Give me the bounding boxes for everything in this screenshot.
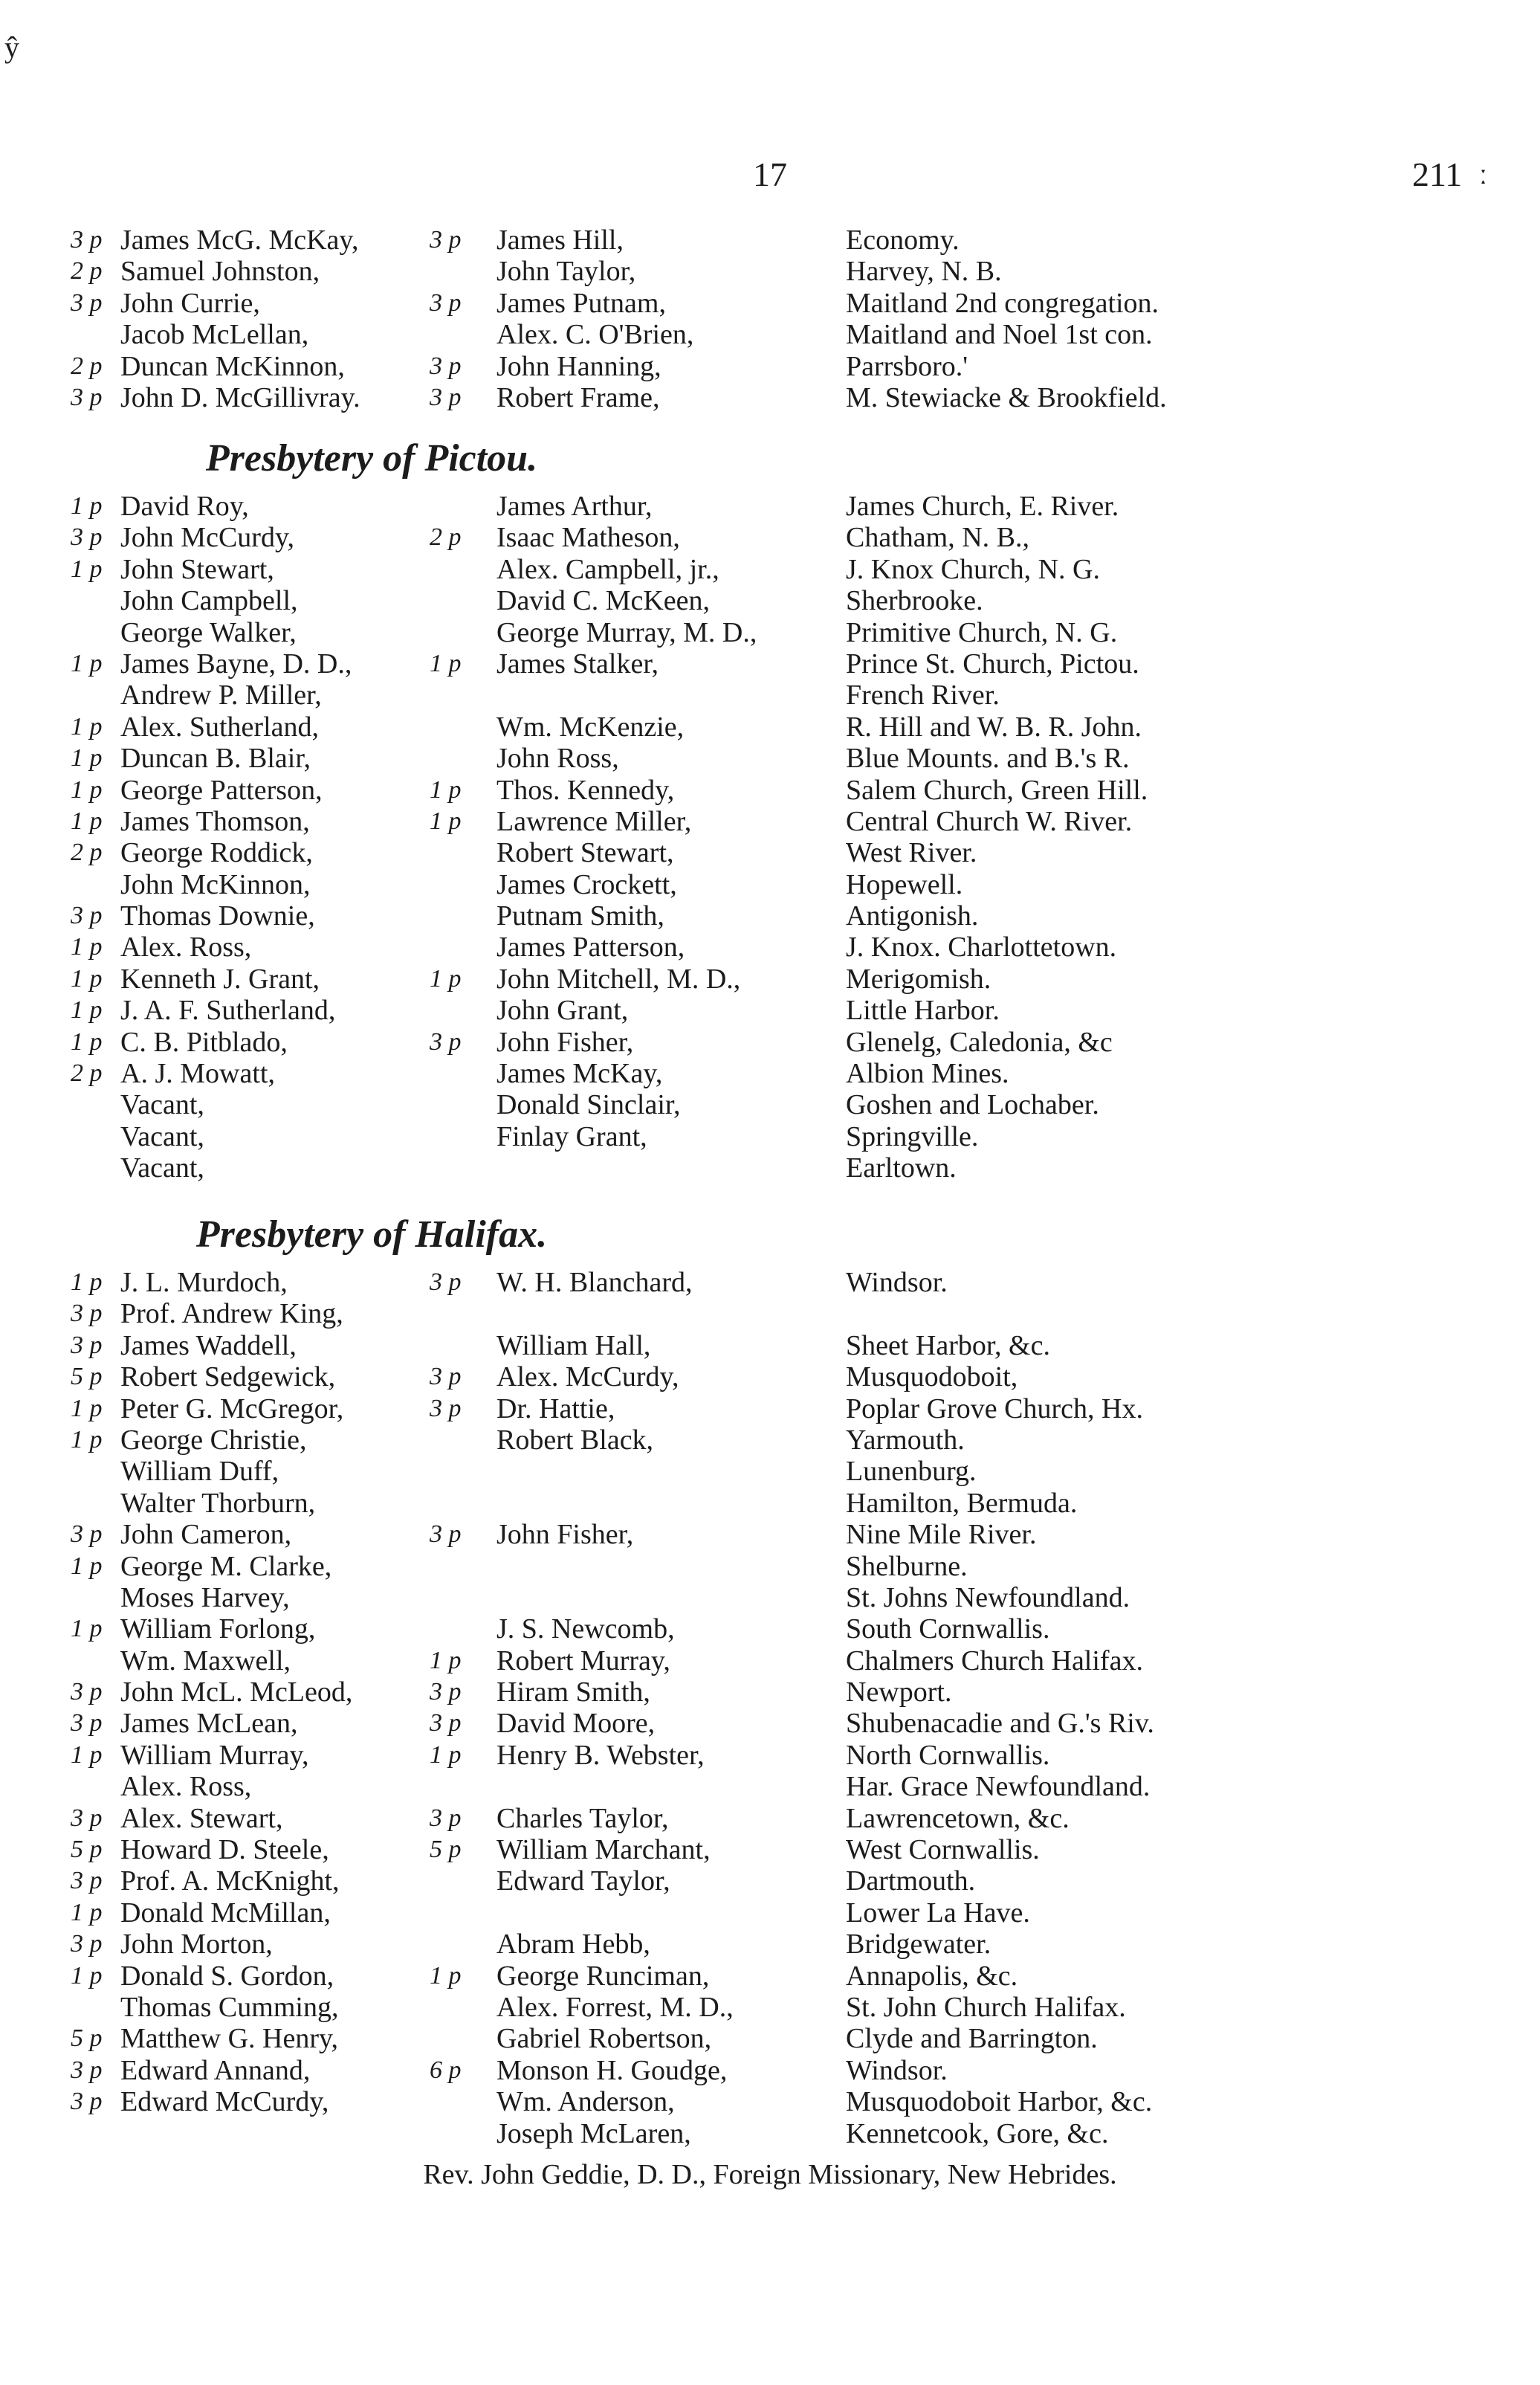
minister-name: James McLean,: [120, 1708, 298, 1740]
second-mark: 3 p: [430, 1027, 462, 1056]
list-row: [0, 900, 979, 932]
minister-name: Alex. Sutherland,: [120, 711, 320, 743]
list-row: [0, 1581, 1130, 1613]
second-name: Wm. McKenzie,: [496, 711, 685, 743]
second-name: J. S. Newcomb,: [496, 1613, 675, 1645]
minister-name: Andrew P. Miller,: [120, 680, 322, 711]
minister-mark: 3 p: [71, 902, 103, 930]
minister-mark: 2 p: [71, 257, 103, 285]
minister-mark: 1 p: [71, 1268, 103, 1296]
second-name: Alex. C. O'Brien,: [496, 319, 694, 351]
minister-mark: 1 p: [71, 1615, 103, 1643]
second-name: Putnam Smith,: [496, 900, 664, 932]
second-name: David Moore,: [496, 1708, 656, 1740]
congregation-place: Hopewell.: [846, 868, 963, 900]
minister-name: Donald McMillan,: [120, 1897, 331, 1929]
second-name: John Fisher,: [496, 1519, 634, 1551]
congregation-place: Antigonish.: [846, 900, 979, 932]
congregation-place: R. Hill and W. B. R. John.: [846, 711, 1142, 743]
minister-mark: 1 p: [71, 649, 103, 677]
minister-name: Peter G. McGregor,: [120, 1392, 344, 1424]
minister-mark: 1 p: [71, 1425, 103, 1453]
second-name: Robert Stewart,: [496, 837, 674, 869]
congregation-place: Lunenburg.: [846, 1456, 977, 1488]
list-row: [0, 1329, 1050, 1361]
congregations-list-top: [0, 225, 1167, 413]
list-row: [0, 1267, 948, 1298]
second-name: Donald Sinclair,: [496, 1089, 681, 1121]
list-row: [0, 1991, 1126, 2023]
list-row: [0, 381, 1167, 413]
minister-name: George M. Clarke,: [120, 1550, 332, 1582]
list-row: [0, 2086, 1153, 2118]
second-mark: 3 p: [430, 1678, 462, 1706]
second-mark: 3 p: [430, 1520, 462, 1549]
second-name: James Crockett,: [496, 868, 677, 900]
minister-name: Prof. A. McKnight,: [120, 1865, 340, 1897]
minister-mark: 1 p: [71, 492, 103, 520]
minister-name: Edward McCurdy,: [120, 2086, 329, 2118]
second-mark: 3 p: [430, 352, 462, 380]
minister-name: James Bayne, D. D.,: [120, 648, 352, 680]
second-name: Isaac Matheson,: [496, 522, 680, 554]
minister-name: Alex. Ross,: [120, 1771, 252, 1803]
minister-name: John McCurdy,: [120, 522, 294, 554]
second-name: Abram Hebb,: [496, 1929, 650, 1960]
presbytery-of-halifax: [0, 1203, 1154, 2149]
second-name: James Putnam,: [496, 287, 666, 319]
second-name: Robert Murray,: [496, 1645, 670, 1676]
minister-name: Matthew G. Henry,: [120, 2023, 339, 2055]
congregation-place: Maitland 2nd congregation.: [846, 287, 1159, 319]
second-name: W. H. Blanchard,: [496, 1267, 693, 1298]
second-mark: 3 p: [430, 383, 462, 411]
list-row: [0, 1739, 1050, 1771]
minister-name: John McL. McLeod,: [120, 1676, 353, 1708]
congregation-place: Har. Grace Newfoundland.: [846, 1771, 1151, 1803]
second-name: James Stalker,: [496, 648, 659, 680]
minister-mark: 5 p: [71, 1836, 103, 1864]
list-row: [0, 1519, 1037, 1551]
second-mark: 1 p: [430, 1740, 462, 1769]
minister-name: George Roddick,: [120, 837, 313, 869]
minister-name: Donald S. Gordon,: [120, 1960, 334, 1992]
congregation-place: Blue Mounts. and B.'s R.: [846, 743, 1130, 775]
second-mark: 3 p: [430, 1804, 462, 1832]
list-row: [0, 319, 1153, 351]
minister-name: Duncan McKinnon,: [120, 350, 345, 382]
folio-number: 211: [1412, 155, 1463, 193]
congregation-place: M. Stewiacke & Brookfield.: [846, 381, 1167, 413]
list-row: [0, 1550, 968, 1582]
second-name: James Patterson,: [496, 932, 685, 964]
congregation-place: West Cornwallis.: [846, 1834, 1040, 1866]
second-name: David C. McKeen,: [496, 585, 711, 617]
list-row: [0, 774, 1148, 806]
second-name: Charles Taylor,: [496, 1802, 669, 1834]
minister-name: James Thomson,: [120, 805, 310, 837]
list-row: [0, 1392, 1143, 1424]
congregation-place: Albion Mines.: [846, 1058, 1009, 1090]
minister-mark: 3 p: [71, 226, 103, 254]
minister-mark: 3 p: [71, 523, 103, 552]
congregation-place: Newport.: [846, 1676, 952, 1708]
list-row: [0, 648, 1139, 680]
minister-name: John Campbell,: [120, 585, 298, 617]
second-name: John Fisher,: [496, 1026, 634, 1058]
minister-name: Howard D. Steele,: [120, 1834, 329, 1866]
congregation-place: Economy.: [846, 225, 960, 256]
minister-mark: 3 p: [71, 1300, 103, 1328]
list-row: [0, 1089, 1099, 1121]
minister-name: Moses Harvey,: [120, 1581, 290, 1613]
minister-name: John Stewart,: [120, 553, 274, 585]
list-row: [0, 1771, 1151, 1803]
second-name: Hiram Smith,: [496, 1676, 650, 1708]
second-mark: 3 p: [430, 226, 462, 254]
minister-name: Thomas Downie,: [120, 900, 315, 932]
second-name: John Mitchell, M. D.,: [496, 963, 741, 995]
page-number: 17: [753, 155, 787, 193]
list-row: [0, 1708, 1154, 1740]
list-row: [0, 963, 991, 995]
congregation-place: Parrsboro.': [846, 350, 968, 382]
second-name: John Grant,: [496, 995, 629, 1027]
list-row: [0, 1424, 965, 1456]
minister-name: Samuel Johnston,: [120, 256, 320, 288]
second-name: Lawrence Miller,: [496, 805, 692, 837]
second-mark: 5 p: [430, 1836, 462, 1864]
minister-mark: 3 p: [71, 1804, 103, 1832]
minister-name: J. L. Murdoch,: [120, 1267, 288, 1298]
minister-mark: 1 p: [71, 712, 103, 740]
congregation-place: Merigomish.: [846, 963, 991, 995]
second-name: Dr. Hattie,: [496, 1392, 615, 1424]
minister-mark: 3 p: [71, 1930, 103, 1958]
second-name: Edward Taylor,: [496, 1865, 670, 1897]
second-name: Alex. McCurdy,: [496, 1361, 679, 1393]
second-name: Monson H. Goudge,: [496, 2054, 728, 2086]
second-name: George Murray, M. D.,: [496, 616, 757, 648]
minister-mark: 1 p: [71, 1394, 103, 1422]
second-name: Finlay Grant,: [496, 1120, 647, 1152]
minister-mark: 5 p: [71, 1363, 103, 1391]
list-row: [0, 1645, 1143, 1676]
congregation-place: James Church, E. River.: [846, 491, 1119, 522]
minister-mark: 3 p: [71, 1331, 103, 1359]
list-row: [0, 256, 1002, 288]
second-mark: 3 p: [430, 288, 462, 317]
list-row: [0, 350, 968, 382]
second-name: Alex. Campbell, jr.,: [496, 553, 719, 585]
minister-name: John Currie,: [120, 287, 260, 319]
minister-name: Alex. Stewart,: [120, 1802, 283, 1834]
congregation-place: Primitive Church, N. G.: [846, 616, 1118, 648]
list-row: [0, 1613, 1050, 1645]
minister-mark: 3 p: [71, 1520, 103, 1549]
minister-name: Alex. Ross,: [120, 932, 252, 964]
minister-mark: 1 p: [71, 775, 103, 804]
congregation-place: Harvey, N. B.: [846, 256, 1002, 288]
congregation-place: J. Knox. Charlottetown.: [846, 932, 1117, 964]
second-name: Robert Black,: [496, 1424, 654, 1456]
section-heading: Presbytery of Halifax.: [195, 1213, 548, 1256]
minister-name: John McKinnon,: [120, 868, 311, 900]
second-name: Thos. Kennedy,: [496, 774, 675, 806]
second-name: Henry B. Webster,: [496, 1739, 705, 1771]
list-row: [0, 225, 960, 256]
minister-name: A. J. Mowatt,: [120, 1058, 275, 1090]
congregation-place: Lawrencetown, &c.: [846, 1802, 1070, 1834]
minister-name: James Waddell,: [120, 1329, 297, 1361]
congregation-place: Sheet Harbor, &c.: [846, 1329, 1050, 1361]
minister-name: George Patterson,: [120, 774, 323, 806]
list-row: [0, 1152, 957, 1184]
minister-name: John D. McGillivray.: [120, 381, 360, 413]
list-row: [0, 1487, 1078, 1519]
minister-name: Thomas Cumming,: [120, 1991, 339, 2023]
list-row: [0, 1865, 976, 1897]
minister-name: Wm. Maxwell,: [120, 1645, 291, 1676]
list-row: [0, 553, 1100, 585]
congregation-place: Chalmers Church Halifax.: [846, 1645, 1143, 1676]
list-row: [0, 1802, 1070, 1834]
minister-name: James McG. McKay,: [120, 225, 359, 256]
list-row: [0, 1058, 1009, 1090]
minister-name: John Cameron,: [120, 1519, 292, 1551]
minister-mark: 2 p: [71, 352, 103, 380]
congregation-place: St. John Church Halifax.: [846, 1991, 1126, 2023]
second-name: Wm. Anderson,: [496, 2086, 675, 2118]
list-row: [0, 287, 1159, 319]
congregation-place: Little Harbor.: [846, 995, 1000, 1027]
second-name: John Taylor,: [496, 256, 636, 288]
congregation-place: Glenelg, Caledonia, &c: [846, 1026, 1113, 1058]
minister-name: William Murray,: [120, 1739, 309, 1771]
second-mark: 1 p: [430, 807, 462, 835]
congregation-place: Shubenacadie and G.'s Riv.: [846, 1708, 1154, 1740]
corner-mark: ŷ: [4, 30, 19, 64]
minister-mark: 1 p: [71, 1552, 103, 1580]
second-mark: 3 p: [430, 1394, 462, 1422]
congregation-place: Bridgewater.: [846, 1929, 991, 1960]
minister-mark: 1 p: [71, 555, 103, 583]
list-row: [0, 616, 1118, 648]
congregation-place: Kennetcook, Gore, &c.: [846, 2117, 1109, 2149]
congregation-place: Chatham, N. B.,: [846, 522, 1029, 554]
minister-name: George Walker,: [120, 616, 297, 648]
congregation-place: Dartmouth.: [846, 1865, 976, 1897]
list-row: [0, 711, 1142, 743]
second-mark: 1 p: [430, 1961, 462, 1989]
list-row: [0, 868, 963, 900]
minister-mark: 1 p: [71, 1898, 103, 1926]
list-row: [0, 995, 1000, 1027]
list-row: [0, 1676, 952, 1708]
congregation-place: Clyde and Barrington.: [846, 2023, 1098, 2055]
minister-mark: 1 p: [71, 964, 103, 993]
minister-name: David Roy,: [120, 491, 249, 522]
minister-mark: 1 p: [71, 807, 103, 835]
congregation-place: Central Church W. River.: [846, 805, 1133, 837]
list-row: [0, 1960, 1018, 1992]
list-row: [0, 1456, 977, 1488]
list-row: [0, 1026, 1113, 1058]
minister-mark: 3 p: [71, 383, 103, 411]
minister-mark: 3 p: [71, 1867, 103, 1895]
congregation-place: Goshen and Lochaber.: [846, 1089, 1099, 1121]
list-row: [0, 837, 977, 869]
congregation-place: Musquodoboit,: [846, 1361, 1018, 1393]
minister-mark: 1 p: [71, 933, 103, 961]
minister-name: William Duff,: [120, 1456, 279, 1488]
congregation-place: Windsor.: [846, 2054, 948, 2086]
list-row: [0, 805, 1133, 837]
second-name: Alex. Forrest, M. D.,: [496, 1991, 734, 2023]
second-mark: 6 p: [430, 2056, 462, 2084]
minister-name: Vacant,: [120, 1152, 204, 1184]
minister-name: Kenneth J. Grant,: [120, 963, 320, 995]
list-row: [0, 1120, 979, 1152]
congregation-place: Annapolis, &c.: [846, 1960, 1018, 1992]
foreign-missionary-note: Rev. John Geddie, D. D., Foreign Missionary, New Hebrides.: [423, 2159, 1117, 2190]
second-mark: 1 p: [430, 1646, 462, 1674]
congregation-place: North Cornwallis.: [846, 1739, 1050, 1771]
minister-name: John Morton,: [120, 1929, 273, 1960]
second-mark: 3 p: [430, 1709, 462, 1737]
second-mark: 2 p: [430, 523, 462, 552]
list-row: [0, 743, 1130, 775]
minister-name: Duncan B. Blair,: [120, 743, 311, 775]
minister-name: C. B. Pitblado,: [120, 1026, 288, 1058]
congregation-place: Prince St. Church, Pictou.: [846, 648, 1139, 680]
minister-mark: 3 p: [71, 2056, 103, 2084]
list-row: [0, 932, 1117, 964]
second-mark: 1 p: [430, 649, 462, 677]
list-row: [0, 491, 1119, 522]
list-row: [0, 2023, 1098, 2055]
minister-name: J. A. F. Sutherland,: [120, 995, 336, 1027]
minister-name: Robert Sedgewick,: [120, 1361, 336, 1393]
congregation-place: Poplar Grove Church, Hx.: [846, 1392, 1143, 1424]
congregation-place: Musquodoboit Harbor, &c.: [846, 2086, 1153, 2118]
congregation-place: Shelburne.: [846, 1550, 968, 1582]
congregation-place: St. Johns Newfoundland.: [846, 1581, 1130, 1613]
minister-name: Edward Annand,: [120, 2054, 311, 2086]
list-row: [0, 2054, 948, 2086]
minister-mark: 3 p: [71, 1678, 103, 1706]
congregation-place: Nine Mile River.: [846, 1519, 1037, 1551]
section-heading: Presbytery of Pictou.: [205, 437, 538, 480]
second-name: George Runciman,: [496, 1960, 710, 1992]
minister-name: George Christie,: [120, 1424, 307, 1456]
congregation-place: West River.: [846, 837, 977, 869]
minister-mark: 1 p: [71, 1740, 103, 1769]
congregation-place: Hamilton, Bermuda.: [846, 1487, 1078, 1519]
minister-name: Prof. Andrew King,: [120, 1298, 343, 1330]
congregation-place: J. Knox Church, N. G.: [846, 553, 1100, 585]
second-name: James Hill,: [496, 225, 624, 256]
second-mark: 1 p: [430, 775, 462, 804]
minister-name: Walter Thorburn,: [120, 1487, 316, 1519]
list-row: [0, 522, 1029, 554]
congregation-place: Sherbrooke.: [846, 585, 983, 617]
minister-mark: 3 p: [71, 288, 103, 317]
minister-mark: 2 p: [71, 839, 103, 867]
minister-name: Vacant,: [120, 1089, 204, 1121]
list-row: [0, 1834, 1040, 1866]
second-name: William Marchant,: [496, 1834, 711, 1866]
minister-mark: 1 p: [71, 1027, 103, 1056]
list-row: [0, 2117, 1109, 2149]
minister-mark: 3 p: [71, 2088, 103, 2116]
minister-name: William Forlong,: [120, 1613, 316, 1645]
minister-mark: 2 p: [71, 1059, 103, 1088]
second-name: James Arthur,: [496, 491, 653, 522]
second-name: John Ross,: [496, 743, 619, 775]
edge-mark: ː: [1479, 157, 1488, 190]
minister-name: Vacant,: [120, 1120, 204, 1152]
minister-mark: 1 p: [71, 744, 103, 772]
second-name: Robert Frame,: [496, 381, 660, 413]
list-row: [0, 585, 983, 617]
minister-mark: 5 p: [71, 2024, 103, 2053]
congregation-place: Maitland and Noel 1st con.: [846, 319, 1153, 351]
list-row: [0, 1298, 743, 1329]
list-row: [0, 680, 1000, 711]
minister-mark: 1 p: [71, 996, 103, 1024]
list-row: [0, 1897, 1030, 1929]
congregation-place: South Cornwallis.: [846, 1613, 1050, 1645]
second-mark: 1 p: [430, 964, 462, 993]
congregation-place: Earltown.: [846, 1152, 957, 1184]
second-mark: 3 p: [430, 1363, 462, 1391]
congregation-place: Salem Church, Green Hill.: [846, 774, 1148, 806]
list-row: [0, 1929, 991, 1960]
minister-mark: 3 p: [71, 1709, 103, 1737]
second-name: John Hanning,: [496, 350, 661, 382]
congregation-place: French River.: [846, 680, 1000, 711]
second-name: William Hall,: [496, 1329, 651, 1361]
minister-mark: 1 p: [71, 1961, 103, 1989]
second-mark: 3 p: [430, 1268, 462, 1296]
presbytery-of-pictou: [0, 427, 1148, 1184]
congregation-place: Springville.: [846, 1120, 979, 1152]
congregation-place: Yarmouth.: [846, 1424, 965, 1456]
congregation-place: Lower La Have.: [846, 1897, 1030, 1929]
second-name: Gabriel Robertson,: [496, 2023, 712, 2055]
second-name: Joseph McLaren,: [496, 2117, 691, 2149]
minister-name: Jacob McLellan,: [120, 319, 309, 351]
list-row: [0, 1361, 1018, 1393]
congregation-place: Windsor.: [846, 1267, 948, 1298]
second-name: James McKay,: [496, 1058, 663, 1090]
